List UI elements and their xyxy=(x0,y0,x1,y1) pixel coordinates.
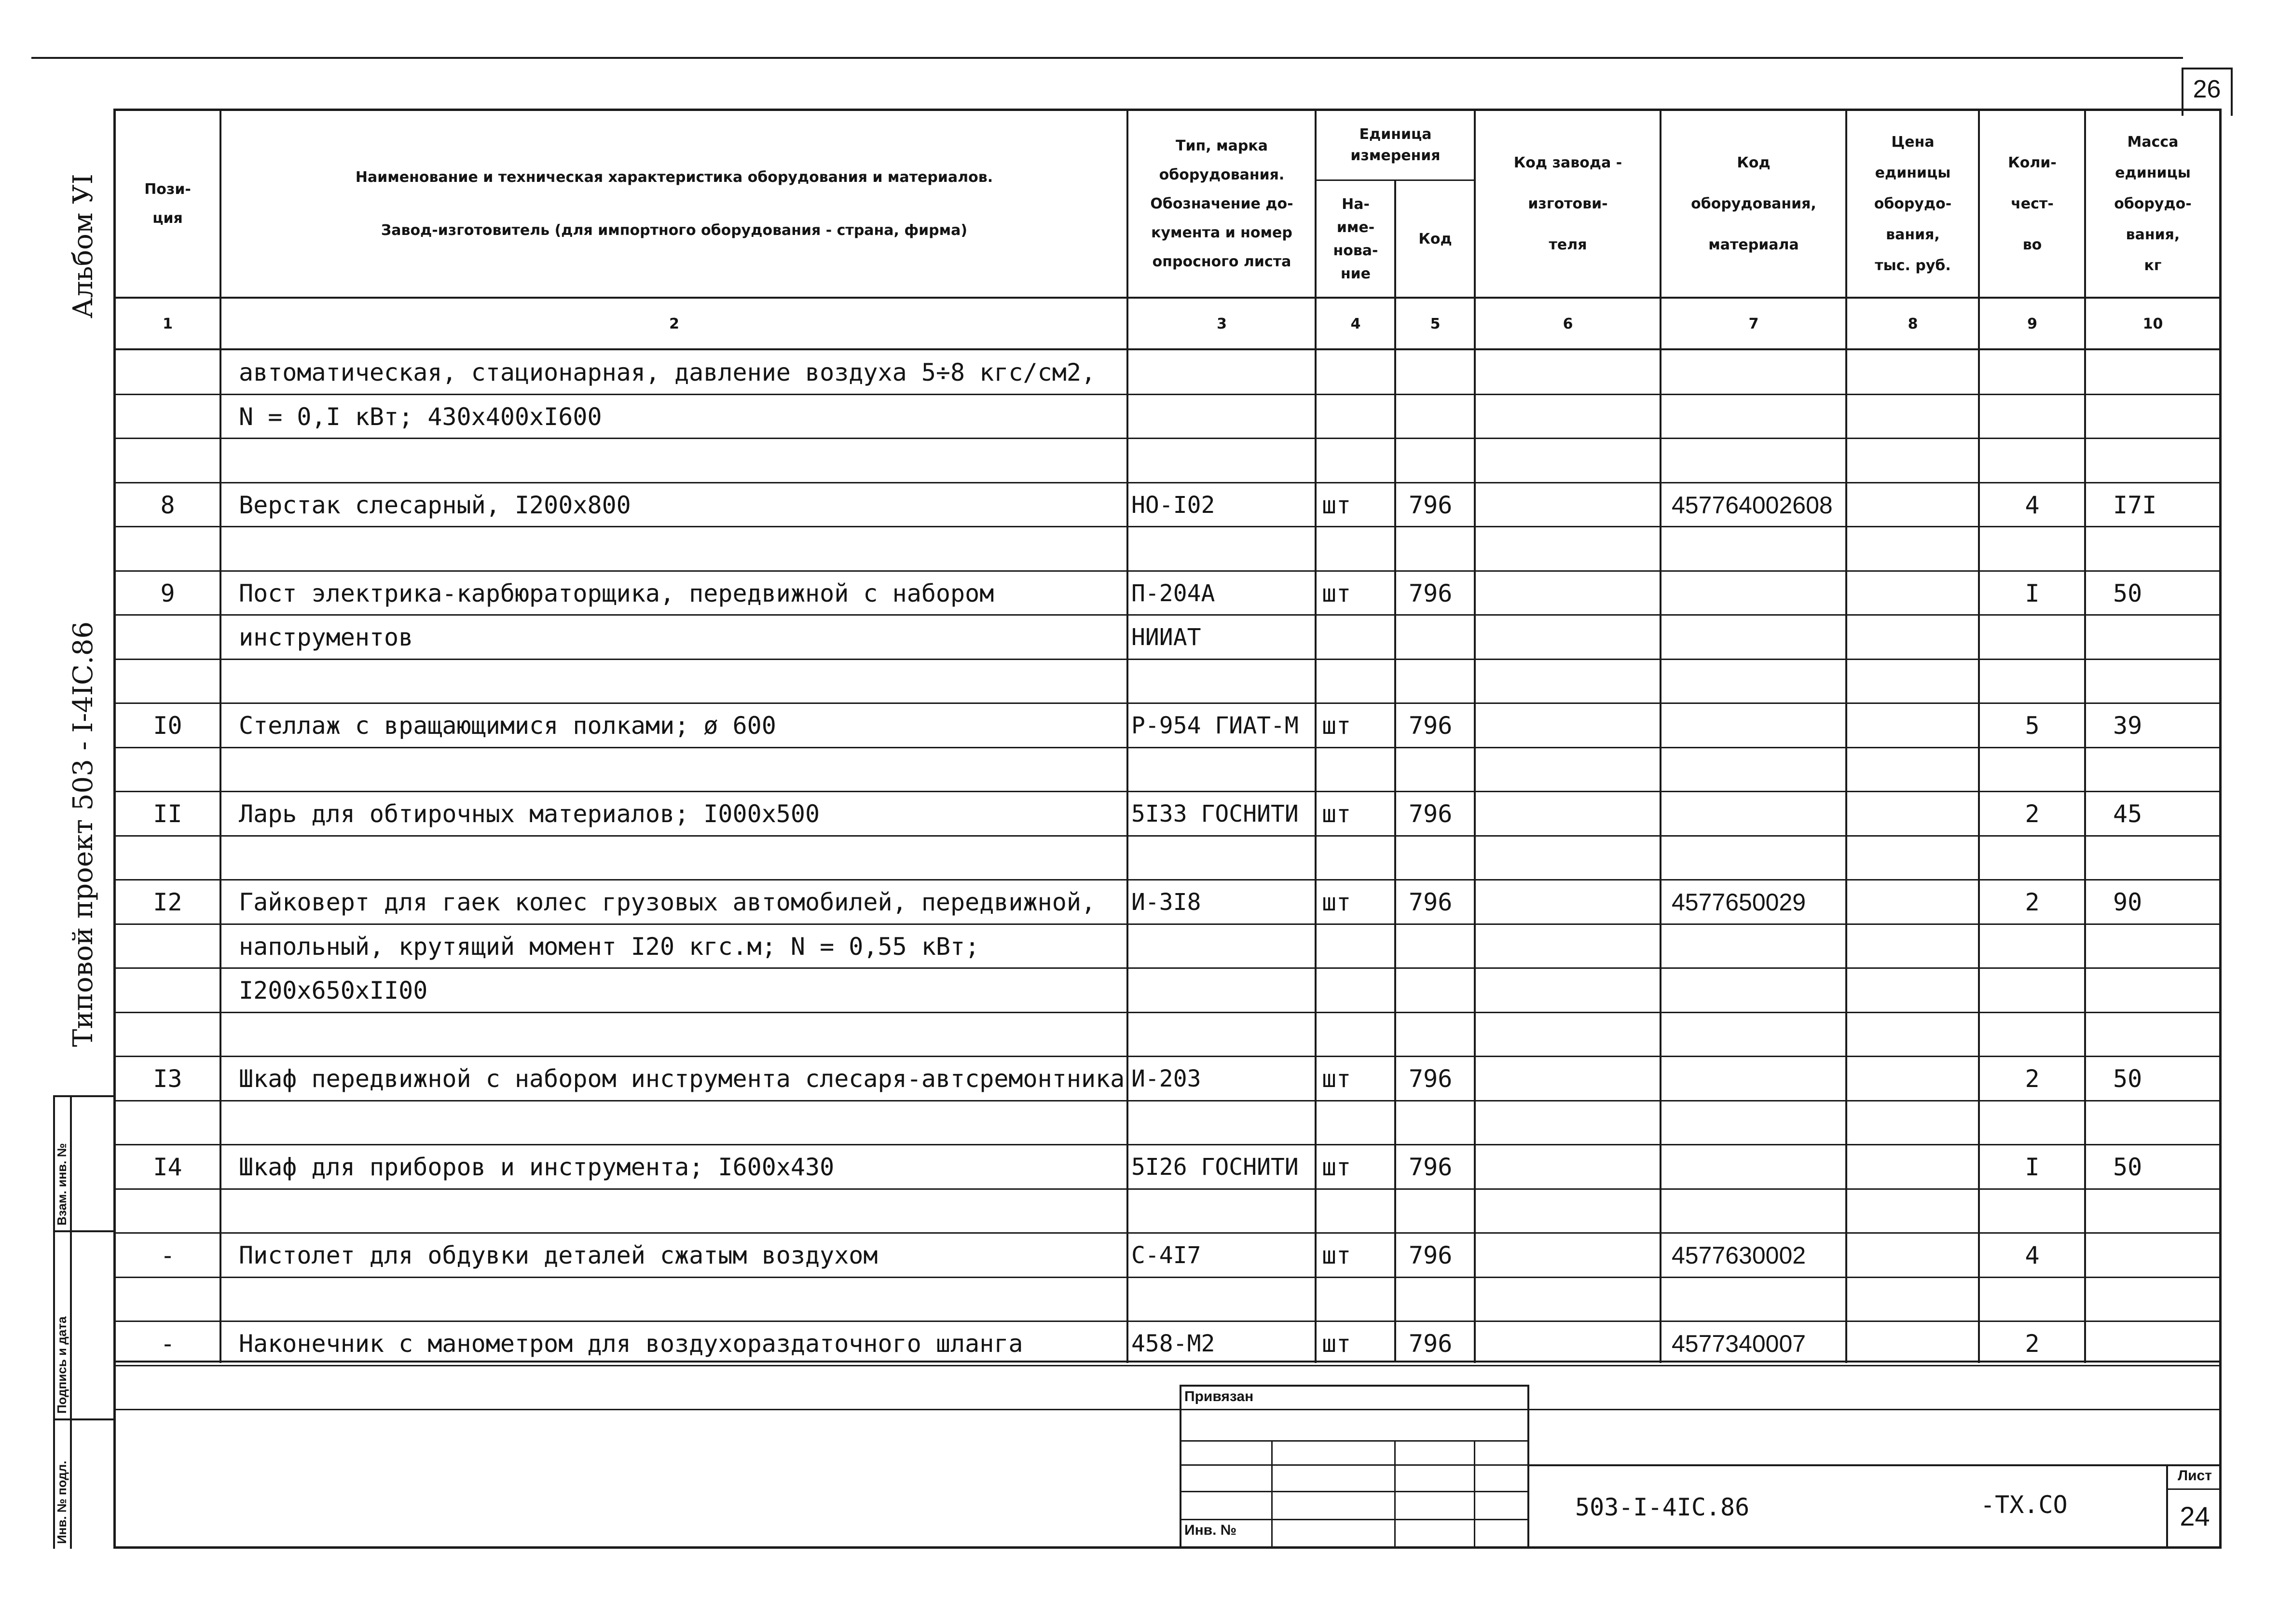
row-rule xyxy=(113,482,2222,483)
col-divider-6 xyxy=(1660,109,1661,1363)
column-number: 9 xyxy=(2027,316,2037,332)
colnum-bottom-rule xyxy=(113,348,2222,350)
cell-type: 5I26 ГОСНИТИ xyxy=(1131,1154,1299,1181)
column-number: 2 xyxy=(669,316,679,332)
project-label: Типовой проект 503 - I-4IС.86 xyxy=(68,621,99,1047)
cell-unit: шт xyxy=(1322,491,1351,519)
column-number: 5 xyxy=(1430,316,1441,332)
cell-unit: шт xyxy=(1322,800,1351,828)
stamp-strip-div1 xyxy=(53,1230,113,1232)
header-bottom-rule xyxy=(113,297,2222,299)
cell-code: 796 xyxy=(1409,888,1453,916)
cell-pos: 9 xyxy=(160,579,175,607)
cell-unit: шт xyxy=(1322,1065,1351,1093)
cell-type: И-203 xyxy=(1131,1065,1201,1092)
stamp-strip-right xyxy=(70,1095,72,1549)
cell-qty: 2 xyxy=(2025,1065,2040,1093)
cell-mass: 50 xyxy=(2113,579,2142,607)
cell-name: инструментов xyxy=(239,623,413,651)
cell-name: Стеллаж с вращающимися полками; ø 600 xyxy=(239,712,776,740)
cell-name: автоматическая, стационарная, давление воздуха 5÷8 кгс/см2, xyxy=(239,358,1096,386)
cell-mass: 90 xyxy=(2113,888,2142,916)
frame-right xyxy=(2219,109,2222,1549)
row-rule xyxy=(113,614,2222,616)
cell-type: И-3I8 xyxy=(1131,889,1201,916)
cell-name: Наконечник с манометром для воздухораздаточного шланга xyxy=(239,1330,1023,1358)
cell-qty: 2 xyxy=(2025,800,2040,828)
cell-pos: I2 xyxy=(153,888,182,916)
row-rule xyxy=(113,1144,2222,1145)
row-rule xyxy=(113,1321,2222,1322)
row-rule xyxy=(113,747,2222,748)
cell-unit: шт xyxy=(1322,1241,1351,1269)
cell-pos: I3 xyxy=(153,1065,182,1093)
row-rule xyxy=(113,1232,2222,1234)
col-divider-3 xyxy=(1315,109,1317,1363)
stamp-inv-label: Инв. № xyxy=(1184,1522,1237,1538)
titleblock-top xyxy=(1529,1464,2222,1466)
cell-unit: шт xyxy=(1322,888,1351,916)
row-rule xyxy=(113,967,2222,969)
cell-type: Р-954 ГИАТ-М xyxy=(1131,712,1299,739)
cell-code: 796 xyxy=(1409,1330,1453,1358)
cell-mass: 39 xyxy=(2113,712,2142,740)
cell-type: П-204А xyxy=(1131,580,1215,607)
row-rule xyxy=(113,570,2222,572)
stamp-strip-div2 xyxy=(53,1418,113,1420)
row-rule xyxy=(113,438,2222,439)
cell-name: напольный, крутящий момент I20 кгс.м; N = 0,55 кВт; xyxy=(239,933,980,961)
header-type: Тип, марка оборудования. Обозначение до- кумента и номер опросного листа xyxy=(1150,137,1293,270)
column-number: 3 xyxy=(1217,316,1227,332)
cell-qty: I xyxy=(2025,1153,2040,1181)
cell-eq-code: 4577650029 xyxy=(1672,889,1806,916)
stamp-row-1 xyxy=(1180,1440,1529,1442)
cell-code: 796 xyxy=(1409,491,1453,519)
stamp-bound-label: Привязан xyxy=(1184,1389,1254,1404)
cell-code: 796 xyxy=(1409,579,1453,607)
cell-mass: 50 xyxy=(2113,1153,2142,1181)
stamp-col-2 xyxy=(1394,1440,1396,1549)
header-unit-code: Код xyxy=(1418,230,1452,248)
sheet-box-top xyxy=(2182,68,2232,69)
row-rule xyxy=(113,1409,2222,1410)
cell-eq-code: 4577630002 xyxy=(1672,1242,1806,1269)
stamp-row-2 xyxy=(1180,1464,1529,1466)
cell-code: 796 xyxy=(1409,1153,1453,1181)
header-unit-group: Единица измерения xyxy=(1350,126,1441,164)
album-label: Альбом УI xyxy=(68,174,99,318)
cell-qty: 4 xyxy=(2025,491,2040,519)
column-number: 1 xyxy=(163,316,173,332)
stamp-bound-frame-left xyxy=(1180,1385,1181,1549)
col-divider-4 xyxy=(1394,179,1396,1362)
header-unit-name: На- име- нова- ние xyxy=(1333,195,1378,282)
col-divider-1 xyxy=(220,109,221,1363)
row-rule xyxy=(113,659,2222,660)
column-number: 10 xyxy=(2142,316,2163,332)
col-divider-7 xyxy=(1845,109,1847,1363)
cell-name: N = 0,I кВт; 430x400xI600 xyxy=(239,403,602,431)
cell-name: Верстак слесарный, I200x800 xyxy=(239,491,631,519)
cell-type: С-4I7 xyxy=(1131,1242,1201,1269)
stamp-bound-frame-top xyxy=(1180,1385,1529,1387)
header-name: Наименование и техническая характеристика оборудования и материалов. Завод-изготовитель (для импортного оборудования - страна, фирма) xyxy=(355,168,993,239)
sheet-label: Лист xyxy=(2178,1468,2212,1484)
cell-name: Ларь для обтирочных материалов; I000x500 xyxy=(239,800,820,828)
column-number: 6 xyxy=(1563,316,1573,332)
cell-pos: - xyxy=(160,1241,175,1269)
cell-pos: - xyxy=(160,1330,175,1358)
header-price: Цена единицы оборудо- вания, тыс. руб. xyxy=(1874,133,1952,274)
stamp-bound-frame-right xyxy=(1527,1385,1529,1549)
row-rule xyxy=(113,1100,2222,1101)
doc-suffix: -ТХ.СО xyxy=(1980,1491,2068,1519)
header-quantity: Коли- чест- во xyxy=(2008,154,2057,253)
row-rule xyxy=(113,791,2222,792)
stamp-strip-top xyxy=(53,1095,113,1097)
cell-type: 458-М2 xyxy=(1131,1330,1215,1357)
cell-pos: I0 xyxy=(153,712,182,740)
cell-code: 796 xyxy=(1409,1241,1453,1269)
row-rule xyxy=(113,835,2222,837)
top-rule xyxy=(31,57,2183,59)
stamp-row-4 xyxy=(1180,1519,1529,1520)
col-divider-8 xyxy=(1978,109,1980,1363)
stamp-label-signature-date: Подпись и дата xyxy=(55,1316,69,1414)
cell-code: 796 xyxy=(1409,800,1453,828)
frame-bottom xyxy=(113,1546,2222,1549)
body-bottom-rule xyxy=(113,1361,2222,1363)
cell-unit: шт xyxy=(1322,1330,1351,1358)
header-position: Пози- ция xyxy=(144,180,191,227)
column-number: 8 xyxy=(1908,316,1918,332)
cell-mass: 45 xyxy=(2113,800,2142,828)
row-rule xyxy=(113,702,2222,704)
stamp-label-replace-inv: Взам. инв. № xyxy=(55,1143,69,1225)
row-rule xyxy=(113,1365,2222,1366)
cell-unit: шт xyxy=(1322,1153,1351,1181)
cell-name: I200x650xII00 xyxy=(239,977,428,1005)
cell-name: Пост электрика-карбюраторщика, передвижной с набором xyxy=(239,579,994,607)
stamp-row-3 xyxy=(1180,1491,1529,1492)
row-rule xyxy=(113,526,2222,527)
cell-unit: шт xyxy=(1322,712,1351,740)
cell-qty: 5 xyxy=(2025,712,2040,740)
col-divider-9 xyxy=(2084,109,2086,1363)
cell-pos: II xyxy=(153,800,182,828)
doc-code: 503-I-4IС.86 xyxy=(1575,1493,1750,1521)
cell-eq-code: 457764002608 xyxy=(1672,492,1833,519)
row-rule xyxy=(113,1056,2222,1057)
row-rule xyxy=(113,1188,2222,1190)
header-mass: Масса единицы оборудо- вания, кг xyxy=(2114,133,2192,274)
sheet-number: 24 xyxy=(2180,1501,2210,1531)
cell-type: НИИАТ xyxy=(1131,624,1201,651)
column-number: 7 xyxy=(1748,316,1759,332)
cell-qty: 4 xyxy=(2025,1241,2040,1269)
cell-unit: шт xyxy=(1322,579,1351,607)
cell-name: Шкаф передвижной с набором инструмента слесаря-автсремонтника xyxy=(239,1065,1125,1093)
column-number: 4 xyxy=(1350,316,1361,332)
cell-pos: 8 xyxy=(160,491,175,519)
stamp-col-3 xyxy=(1474,1440,1475,1549)
cell-name: Шкаф для приборов и инструмента; I600x430 xyxy=(239,1153,835,1181)
cell-mass: I7I xyxy=(2113,491,2157,519)
col-divider-5 xyxy=(1474,109,1476,1363)
col-divider-2 xyxy=(1126,109,1128,1363)
cell-code: 796 xyxy=(1409,1065,1453,1093)
cell-qty: I xyxy=(2025,579,2040,607)
stamp-col-1 xyxy=(1271,1440,1273,1549)
sheet-number-top: 26 xyxy=(2193,75,2221,103)
cell-code: 796 xyxy=(1409,712,1453,740)
row-rule xyxy=(113,394,2222,395)
cell-mass: 50 xyxy=(2113,1065,2142,1093)
row-rule xyxy=(113,923,2222,925)
stamp-label-inv-orig: Инв. № подл. xyxy=(55,1460,69,1544)
row-rule xyxy=(113,879,2222,881)
cell-type: НО-I02 xyxy=(1131,492,1215,519)
cell-qty: 2 xyxy=(2025,888,2040,916)
row-rule xyxy=(113,1277,2222,1278)
header-factory-code: Код завода - изготови- теля xyxy=(1513,154,1622,253)
row-rule xyxy=(113,1012,2222,1013)
cell-qty: 2 xyxy=(2025,1330,2040,1358)
cell-name: Пистолет для обдувки деталей сжатым воздухом xyxy=(239,1241,878,1269)
sheet-cell-div xyxy=(2166,1488,2222,1490)
cell-name: Гайковерт для гаек колес грузовых автомобилей, передвижной, xyxy=(239,888,1096,916)
cell-pos: I4 xyxy=(153,1153,182,1181)
cell-type: 5I33 ГОСНИТИ xyxy=(1131,800,1299,827)
cell-eq-code: 4577340007 xyxy=(1672,1330,1806,1357)
header-equipment-code: Код оборудования, материала xyxy=(1691,154,1816,253)
